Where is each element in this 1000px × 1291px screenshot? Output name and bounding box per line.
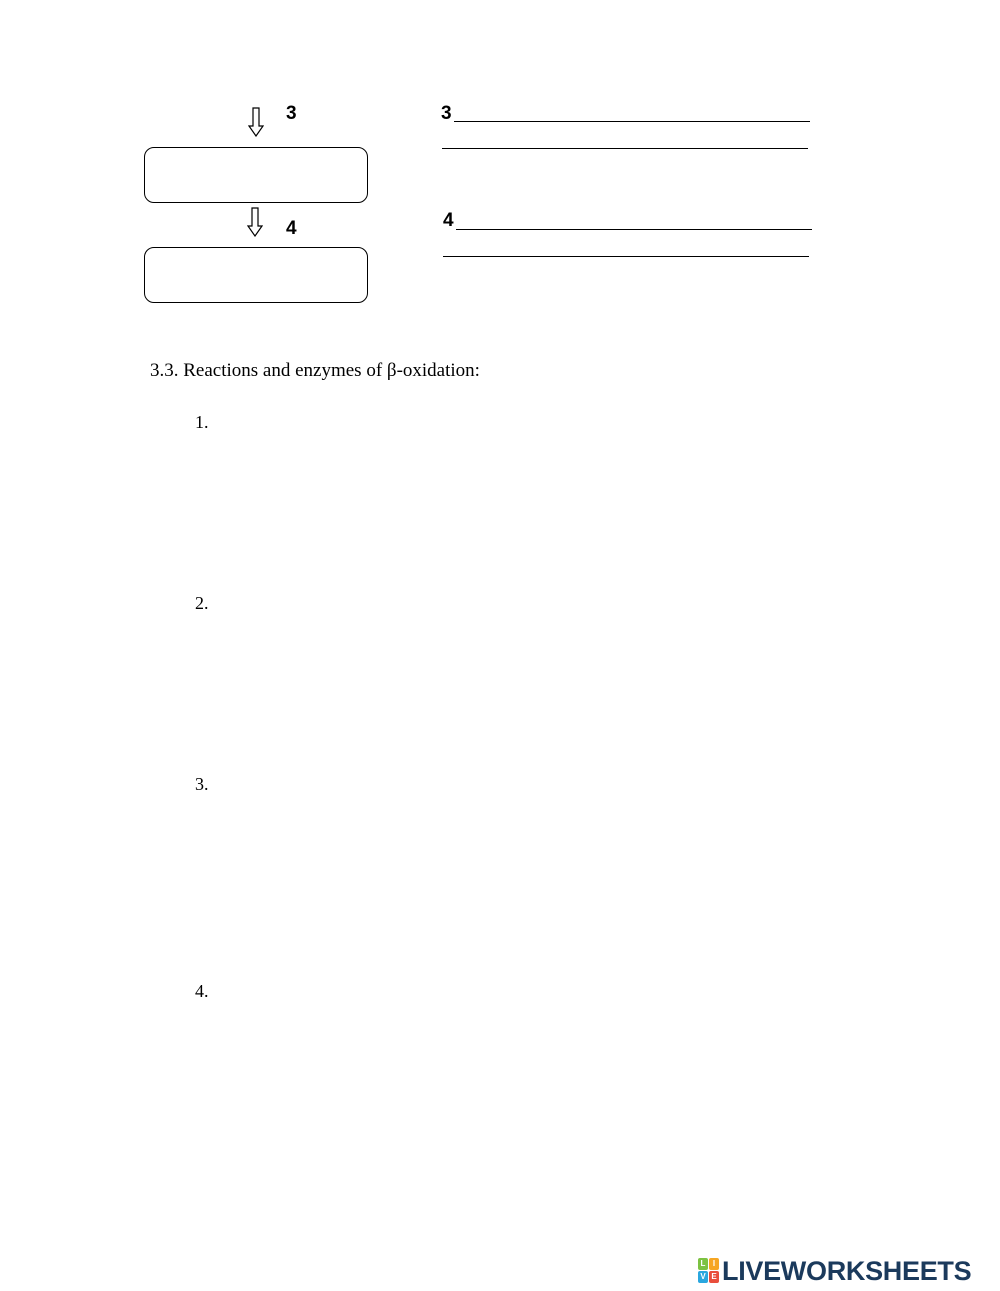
answer-line-3a[interactable] [454, 121, 810, 122]
answer-line-3b[interactable] [442, 148, 808, 149]
down-arrow-icon [247, 207, 263, 237]
answer-line-4b[interactable] [443, 256, 809, 257]
list-item-number-2: 2. [195, 593, 209, 613]
list-item-number-1: 1. [195, 412, 209, 432]
list-item-number-4: 4. [195, 981, 209, 1001]
logo-text: LIVEWORKSHEETS [722, 1255, 972, 1286]
answer-box-step-3[interactable] [144, 147, 368, 203]
step-number-3: 3 [286, 103, 297, 124]
list-item-number-3: 3. [195, 774, 209, 794]
answer-label-4: 4 [443, 210, 454, 231]
down-arrow-icon [248, 107, 264, 137]
step-number-4: 4 [286, 218, 297, 239]
answer-line-4a[interactable] [456, 229, 812, 230]
logo-mark-icon: L I V E [698, 1258, 720, 1284]
liveworksheets-logo [698, 1255, 971, 1287]
answer-label-3: 3 [441, 103, 452, 124]
answer-box-step-4[interactable] [144, 247, 368, 303]
section-heading: 3.3. Reactions and enzymes of β-oxidation: [150, 360, 480, 381]
